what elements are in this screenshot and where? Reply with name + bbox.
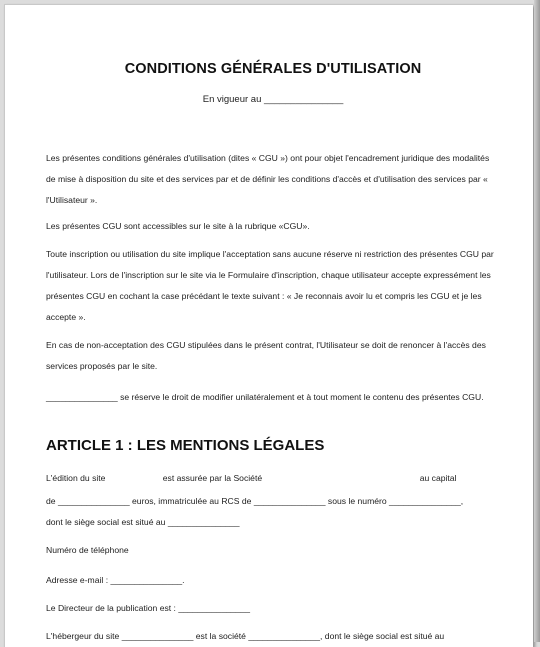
document-page	[4, 4, 533, 647]
legal-line-capital: de _______________ euros, immatriculée au RCS de _______________ sous le numéro _______________,	[46, 496, 464, 506]
paragraph-access: Les présentes CGU sont accessibles sur le site à la rubrique «CGU».	[46, 221, 310, 231]
legal-line-phone: Numéro de téléphone	[46, 545, 129, 555]
legal-line-director: Le Directeur de la publication est : _______________	[46, 603, 251, 613]
paragraph-non-acceptance: En cas de non-acceptation des CGU stipulées dans le présent contrat, l'Utilisateur se doit de renoncer à l'accès des services proposés par le site.	[46, 340, 486, 371]
paragraph-purpose: Les présentes conditions générales d'utilisation (dites « CGU ») ont pour objet l'encadrement juridique des modalités de mise à disposition du site et des services par et de définir les conditions d'accès et d'utilisation des services par « l'Utilisateur ».	[46, 153, 490, 205]
document-title: CONDITIONS GÉNÉRALES D'UTILISATION	[124, 61, 422, 77]
article-1-heading: ARTICLE 1 : LES MENTIONS LÉGALES	[46, 437, 325, 454]
paragraph-modification: _______________ se réserve le droit de modifier unilatéralement et à tout moment le contenu des présentes CGU.	[46, 392, 484, 402]
legal-line-email: Adresse e-mail : _______________.	[46, 575, 185, 585]
paragraph-acceptance: Toute inscription ou utilisation du site implique l'acceptation sans aucune réserve ni restriction des présentes CGU par l'utilisateur. Lors de l'inscription sur le site via le Formulaire d'inscription, chaque utilisateur accepte expressément les présentes CGU en cochant la case précédant le texte suivant : « Je reconnais avoir lu et compris les CGU et je les accepte ».	[46, 249, 494, 322]
effective-date: En vigueur au _______________	[202, 94, 344, 105]
page-edge-shadow	[534, 0, 540, 642]
legal-line-host: L'hébergeur du site _______________ est la société _______________, dont le siège social est situé au	[46, 631, 445, 641]
legal-line-head-office: dont le siège social est situé au _______________	[46, 517, 240, 527]
legal-line-editor: L'édition du site est assurée par la Société au capital	[46, 473, 457, 483]
